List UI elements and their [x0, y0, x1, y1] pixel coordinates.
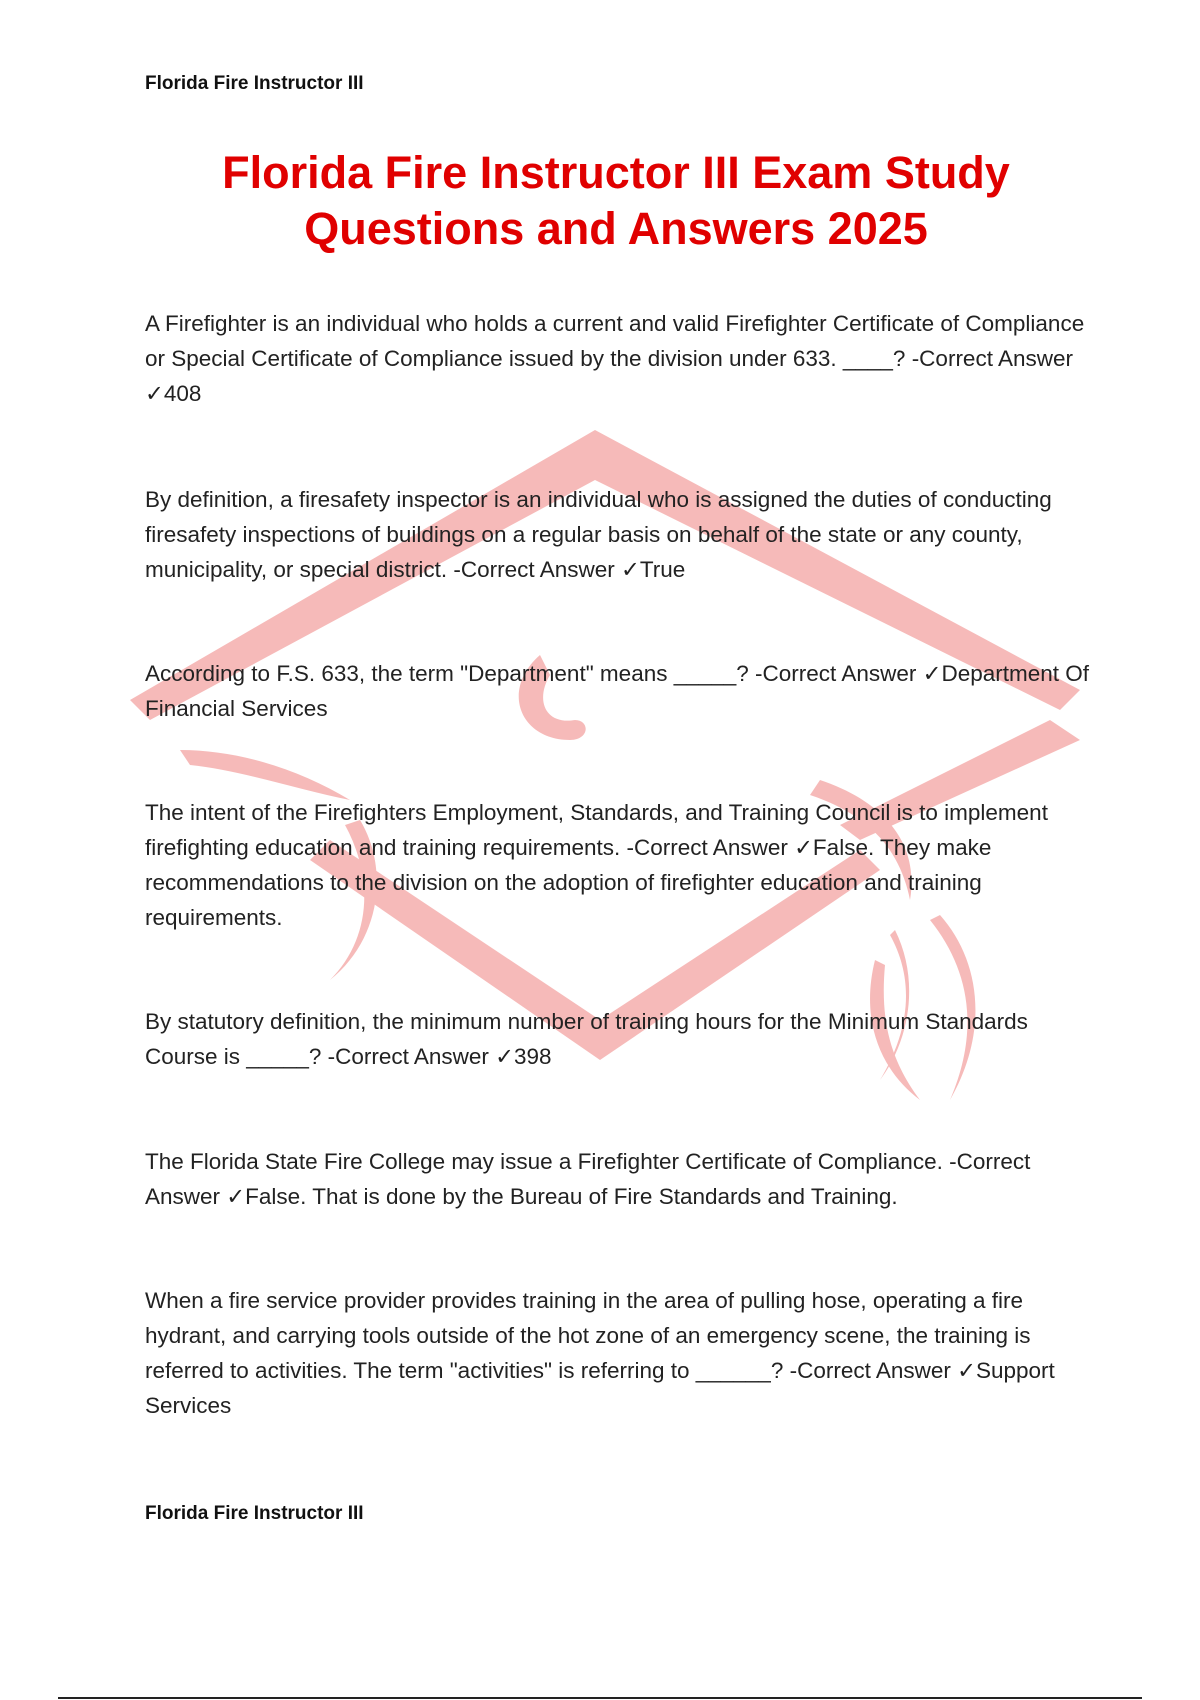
running-header: Florida Fire Instructor III: [145, 73, 364, 94]
qa-item-3: According to F.S. 633, the term "Department" means _____? -Correct Answer ✓Department Of Financial Services: [145, 661, 1090, 721]
qa-item-4: The intent of the Firefighters Employment, Standards, and Training Council is to implement firefighting education and training requirements. -Correct Answer ✓False. They make recommendations to the division on the adoption of firefighter education and training requirements.: [145, 800, 1048, 930]
qa-item-5: By statutory definition, the minimum number of training hours for the Minimum Standards Course is _____? -Correct Answer ✓398: [145, 1009, 1028, 1069]
qa-item-6: The Florida State Fire College may issue a Firefighter Certificate of Compliance. -Correct Answer ✓False. That is done by the Bureau of Fire Standards and Training.: [145, 1149, 1031, 1209]
qa-item-1: A Firefighter is an individual who holds a current and valid Firefighter Certificate of Compliance or Special Certificate of Compliance issued by the division under 633. ____? -Correct Answer ✓408: [145, 311, 1085, 406]
document-title: Florida Fire Instructor III Exam Study Questions and Answers 2025: [222, 147, 1010, 254]
page-bottom-divider: [58, 1697, 1142, 1699]
running-footer: Florida Fire Instructor III: [145, 1503, 364, 1524]
qa-item-2: By definition, a firesafety inspector is an individual who is assigned the duties of conducting firesafety inspections of buildings on a regular basis on behalf of the state or any county, municipality, or special district. -Correct Answer ✓True: [145, 487, 1052, 582]
qa-item-7: When a fire service provider provides training in the area of pulling hose, operating a fire hydrant, and carrying tools outside of the hot zone of an emergency scene, the training is referred to activities. The term "activities" is referring to ______? -Correct Answer ✓Support Services: [145, 1288, 1055, 1418]
